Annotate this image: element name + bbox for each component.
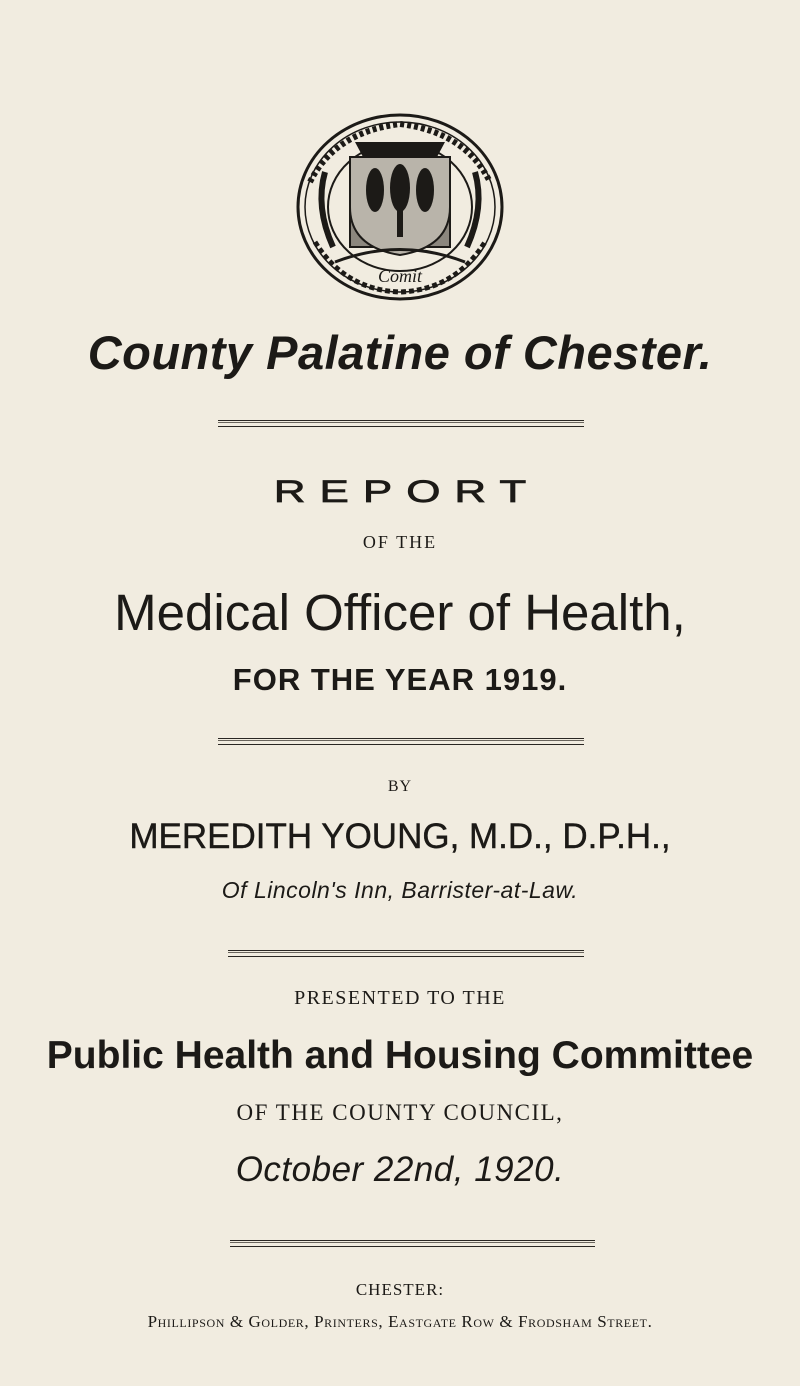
of-the-line: OF THE <box>362 532 438 552</box>
council-line: OF THE COUNTY COUNCIL, <box>236 1100 564 1125</box>
report-heading <box>0 467 800 517</box>
divider-rule-3 <box>228 950 584 957</box>
county-seal-emblem <box>295 112 505 302</box>
report-year: FOR THE YEAR 1919. <box>232 662 568 697</box>
author-name: MEREDITH YOUNG, M.D., D.P.H., <box>129 817 671 856</box>
divider-rule-2 <box>218 738 584 745</box>
divider-rule-1 <box>218 420 584 427</box>
presented-to-line: PRESENTED TO THE <box>294 987 506 1009</box>
officer-title: Medical Officer of Health, <box>114 584 686 641</box>
seal-lower-text: Comit <box>377 266 423 286</box>
presentation-date: October 22nd, 1920. <box>235 1150 565 1189</box>
imprint-city: CHESTER: <box>355 1280 445 1299</box>
imprint-printers: Phillipson & Golder, Printers, Eastgate Row & Frodsham Street. <box>147 1312 653 1331</box>
committee-name: Public Health and Housing Committee <box>46 1034 754 1077</box>
report-heading-text: REPORT <box>273 474 541 510</box>
by-line: BY <box>387 778 413 795</box>
author-affiliation: Of Lincoln's Inn, Barrister-at-Law. <box>221 877 579 903</box>
county-title: County Palatine of Chester. <box>87 326 713 379</box>
divider-rule-4 <box>230 1240 595 1247</box>
